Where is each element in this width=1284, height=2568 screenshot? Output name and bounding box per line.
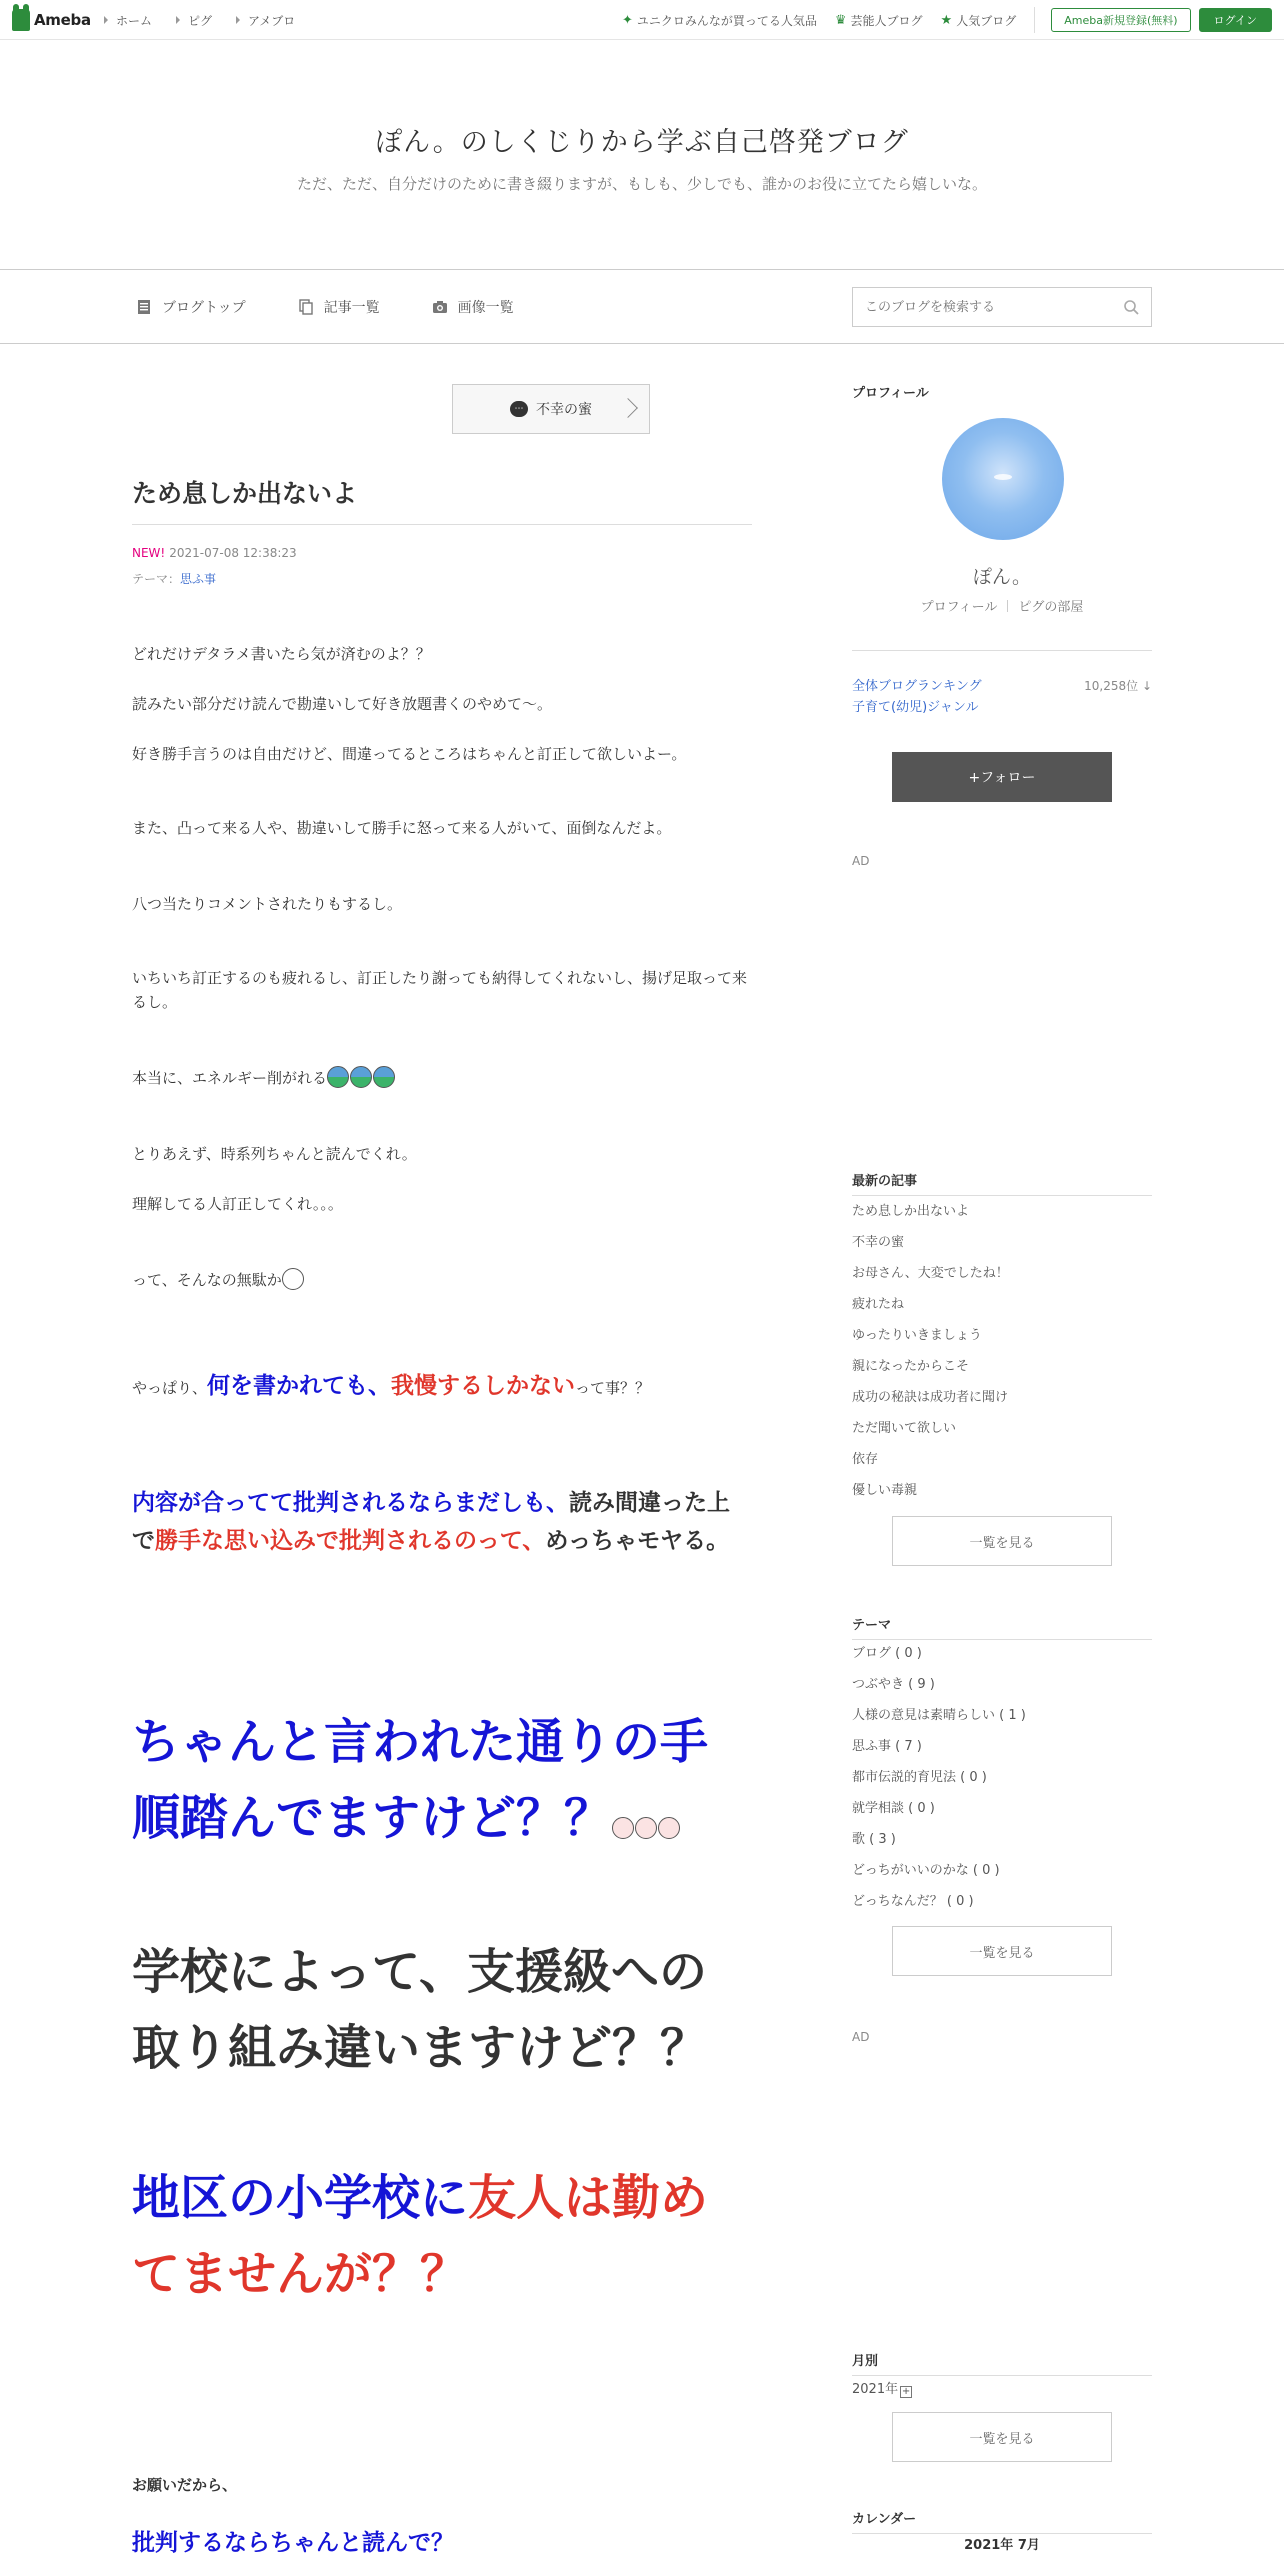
big-text-red: 友人は勤めてませんが？？ [132, 2170, 709, 2302]
entry-paragraph-text: って、そんなの無駄か [132, 1271, 282, 1289]
theme-item[interactable]: 歌 ( 3 ) [852, 1832, 896, 1847]
sigh-face-emoji-icon [282, 1268, 304, 1290]
nav-entry-list[interactable] [298, 297, 380, 317]
theme-item[interactable]: 都市伝説的育児法 ( 0 ) [852, 1770, 987, 1785]
star-icon: ★ [940, 12, 953, 28]
nav-entry-list-label: 記事一覧 [323, 300, 380, 316]
search-icon[interactable] [1123, 299, 1139, 315]
blog-search-input[interactable] [865, 300, 1123, 315]
theme-prev-button[interactable] [452, 384, 650, 434]
divider [132, 524, 752, 525]
calendar-month: 2021年 7月 [964, 2538, 1040, 2553]
global-nav-home[interactable] [104, 12, 152, 29]
text-plain: めっちゃモヤる。 [545, 1528, 730, 1554]
celebrity-blog-label: 芸能人ブログ [850, 13, 923, 28]
calendar-title: カレンダー [852, 2508, 1152, 2534]
theme-item[interactable]: つぶやき ( 9 ) [852, 1677, 935, 1692]
profile-link[interactable]: プロフィール [920, 600, 998, 615]
entry-big-mixed-text [132, 2160, 752, 2312]
entry-paragraph: 好き勝手言うのは自由だけど、間違ってるところはちゃんと訂正して欲しいよー。 [132, 745, 687, 763]
uniqlo-link[interactable] [622, 12, 817, 29]
global-right-links [622, 0, 1272, 40]
copy-icon [298, 299, 314, 315]
login-button[interactable]: ログイン [1199, 8, 1272, 32]
recent-entry-item[interactable]: ただ聞いて欲しい [852, 1421, 957, 1436]
crown-icon: ♛ [834, 12, 847, 28]
text-blue: 何を書かれても、 [207, 1373, 392, 1399]
sparkle-icon: ✦ [621, 12, 633, 28]
tired-face-emoji-icon [658, 1817, 680, 1839]
expand-plus-icon[interactable]: + [901, 2386, 911, 2397]
entry-paragraph: 八つ当たりコメントされたりもするし。 [132, 895, 403, 913]
theme-title: テーマ [852, 1614, 1152, 1640]
monthly-item-label: 2021年 [852, 2382, 899, 2397]
camera-icon [432, 299, 448, 315]
divider [852, 650, 1152, 651]
text-red: 我慢するしかない [391, 1373, 576, 1399]
tired-face-emoji-icon [635, 1817, 657, 1839]
global-nav-label: ピグ [188, 13, 213, 28]
big-text-blue: 地区の小学校に [132, 2170, 469, 2226]
popular-blog-link[interactable] [941, 12, 1017, 29]
monthly-title: 月別 [852, 2350, 1152, 2376]
entry-paragraph: とりあえず、時系列ちゃんと読んでくれ。 [132, 1145, 417, 1163]
theme-more-button[interactable]: 一覧を見る [892, 1926, 1112, 1976]
recent-entry-item[interactable]: 優しい毒親 [852, 1483, 918, 1498]
global-nav [104, 0, 319, 40]
blog-search-box [852, 287, 1152, 327]
entry-paragraph: どれだけデタラメ書いたら気が済むのよ？？ [132, 645, 431, 663]
triangle-right-icon [236, 16, 240, 24]
entry-emphasis-paragraph [132, 1374, 752, 1400]
recent-entry-item[interactable]: ため息しか出ないよ [852, 1204, 970, 1219]
ranking-value: 10,258位 ↓ [1084, 679, 1152, 693]
uniqlo-link-label: ユニクロみんなが買ってる人気品 [636, 13, 817, 28]
pig-room-link[interactable]: ピグの部屋 [1018, 600, 1084, 615]
theme-item[interactable]: ブログ ( 0 ) [852, 1646, 922, 1661]
global-header-bar [0, 0, 1284, 40]
entry-paragraph-emoji [132, 1066, 752, 1090]
ad-label: AD [852, 854, 870, 868]
entry-theme-prefix: テーマ： [132, 572, 181, 586]
entry-big-blue-text [132, 1704, 752, 1856]
entry-request-text: お願いだから、 [132, 2476, 238, 2494]
text-plain: やっぱり、 [132, 1379, 208, 1397]
entry-datetime: 2021-07-08 12:38:23 [169, 546, 297, 560]
ranking-overall-link[interactable]: 全体ブログランキング [852, 679, 982, 694]
entry-paragraph-emoji [132, 1268, 752, 1292]
theme-item[interactable]: 就学相談 ( 0 ) [852, 1801, 935, 1816]
ameba-logo-icon [12, 9, 30, 31]
recent-entry-item[interactable]: ゆったりいきましょう [852, 1328, 982, 1343]
drained-face-emoji-icon [327, 1066, 349, 1088]
ameba-logo[interactable] [12, 8, 91, 32]
triangle-right-icon [104, 16, 108, 24]
theme-list [852, 1638, 1152, 1917]
blog-header [0, 40, 1284, 270]
theme-item[interactable]: 人様の意見は素晴らしい ( 1 ) [852, 1708, 1026, 1723]
entry-paragraph: 理解してる人訂正してくれ。。。 [132, 1195, 343, 1213]
entry-big-black-text: 学校によって、支援級への取り組み違いますけど？？ [132, 1944, 709, 2076]
global-nav-label: ホーム [116, 13, 153, 28]
entry-theme [132, 570, 216, 587]
nav-image-list-label: 画像一覧 [457, 300, 514, 316]
recent-entry-item[interactable]: 疲れたね [852, 1297, 905, 1312]
recent-entry-item[interactable]: お母さん、大変でしたね！ [852, 1266, 1009, 1281]
entry-title[interactable]: ため息しか出ないよ [132, 479, 358, 508]
recent-entries-title: 最新の記事 [852, 1170, 1152, 1196]
new-badge: NEW! [132, 546, 166, 560]
theme-item[interactable]: どっちがいいのかな ( 0 ) [852, 1863, 1000, 1878]
nav-blog-top[interactable] [136, 297, 246, 317]
profile-title: プロフィール [852, 386, 929, 401]
blog-description: ただ、ただ、自分だけのために書き綴りますが、もしも、少しでも、誰かのお役に立てたら嬉しいな。 [296, 175, 987, 193]
monthly-more-button[interactable]: 一覧を見る [892, 2412, 1112, 2462]
text-red: 勝手な思い込みで批判されるのって、 [155, 1528, 546, 1554]
entry-meta [132, 546, 297, 560]
document-icon [136, 299, 152, 315]
recent-entry-item[interactable]: 不幸の蜜 [852, 1235, 905, 1250]
global-nav-label: アメブロ [248, 13, 296, 28]
entry-paragraph: いちいち訂正するのも疲れるし、訂正したり謝っても納得してくれないし、揚げ足取って来るし。 [132, 969, 748, 1011]
entry-last-text: 批判するならちゃんと読んで？ [132, 2530, 454, 2556]
blog-title[interactable]: ぽん。のしくじりから学ぶ自己啓発ブログ [375, 127, 909, 158]
divider [1034, 7, 1035, 33]
avatar[interactable] [942, 418, 1064, 540]
tired-face-emoji-icon [612, 1817, 634, 1839]
recent-entry-item[interactable]: 依存 [852, 1452, 879, 1467]
big-text-1: ちゃんと言われた通りの手順踏んでますけど？？ [132, 1714, 709, 1846]
popular-blog-label: 人気ブログ [956, 13, 1017, 28]
entry-paragraph: 読みたい部分だけ読んで勘違いして好き放題書くのやめて〜。 [132, 695, 553, 713]
theme-item[interactable]: どっちなんだ？ ( 0 ) [852, 1894, 974, 1909]
drained-face-emoji-icon [350, 1066, 372, 1088]
blog-subnav [0, 270, 1284, 344]
entry-paragraph: また、凸って来る人や、勘違いして勝手に怒って来る人がいて、面倒なんだよ。 [132, 819, 672, 837]
drained-face-emoji-icon [373, 1066, 395, 1088]
profile-links [852, 596, 1152, 615]
entry-paragraph-text: 本当に、エネルギー削がれる [132, 1069, 328, 1087]
text-blue: 内容が合ってて批判されるならまだしも、 [132, 1490, 569, 1516]
divider [1007, 600, 1008, 612]
speech-bubble-icon: ⋯ [510, 401, 528, 417]
recent-entries-list [852, 1196, 1152, 1506]
recent-entry-item[interactable]: 親になったからこそ [852, 1359, 970, 1374]
chevron-right-icon [618, 398, 638, 418]
entry-emphasis-paragraph [132, 1484, 752, 1560]
nav-image-list[interactable] [432, 297, 514, 317]
ranking-genre-link[interactable]: 子育て(幼児)ジャンル [852, 700, 979, 715]
ad-label: AD [852, 2030, 870, 2044]
ameba-logo-text: Ameba [34, 11, 91, 29]
global-nav-pigg[interactable] [176, 12, 212, 29]
register-button[interactable]: Ameba新規登録(無料) [1051, 8, 1190, 32]
text-plain: 読み間違った上で [132, 1490, 730, 1554]
theme-item[interactable]: 思ふ事 ( 7 ) [852, 1739, 922, 1754]
global-nav-ameblo[interactable] [236, 12, 295, 29]
ranking [852, 676, 1152, 718]
nav-blog-top-label: ブログトップ [162, 300, 246, 316]
triangle-right-icon [176, 16, 180, 24]
entry-theme-link[interactable]: 思ふ事 [180, 572, 217, 586]
follow-button[interactable]: +フォロー [892, 752, 1112, 802]
celebrity-blog-link[interactable] [835, 12, 923, 29]
text-plain: って事？？ [575, 1379, 651, 1397]
theme-prev-label: 不幸の蜜 [536, 402, 592, 418]
recent-entry-item[interactable]: 成功の秘訣は成功者に聞け [852, 1390, 1009, 1405]
profile-name[interactable]: ぽん。 [972, 566, 1032, 588]
monthly-item[interactable] [852, 2378, 912, 2398]
recent-more-button[interactable]: 一覧を見る [892, 1516, 1112, 1566]
